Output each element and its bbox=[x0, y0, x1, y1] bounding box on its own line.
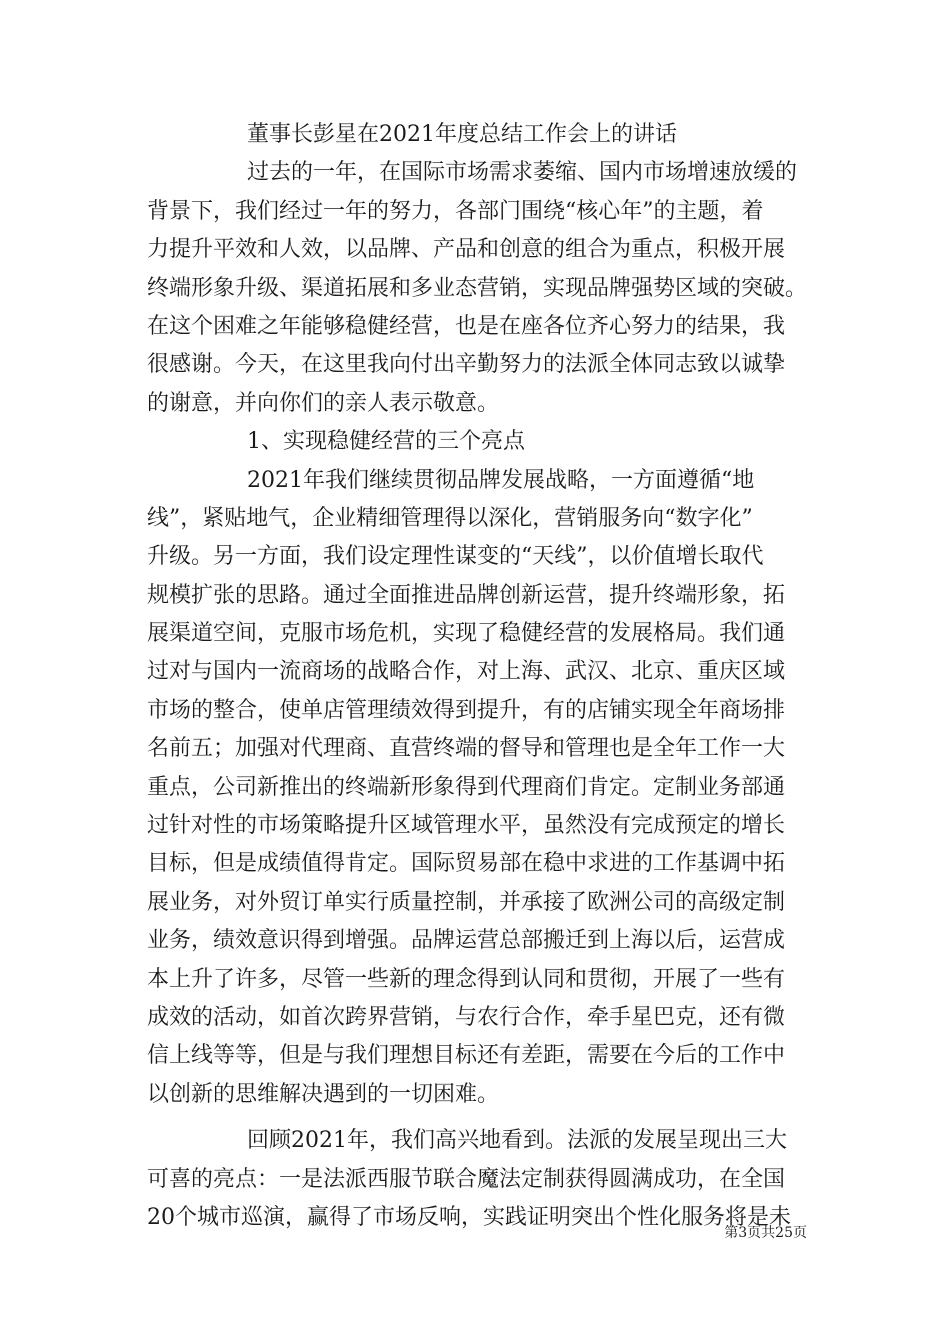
text-line: 过去的一年，在国际市场需求萎缩、国内市场增速放缓的 bbox=[247, 160, 798, 186]
text-line: 重点，公司新推出的终端新形象得到代理商们肯定。定制业务部通 bbox=[147, 774, 786, 800]
text-line: 终端形象升级、渠道拓展和多业态营销，实现品牌强势区域的突破。 bbox=[147, 275, 808, 301]
text-line: 规模扩张的思路。通过全面推进品牌创新运营，提升终端形象，拓 bbox=[147, 582, 786, 608]
paragraph-3 bbox=[147, 1122, 827, 1237]
text-line: 名前五；加强对代理商、直营终端的督导和管理也是全年工作一大 bbox=[147, 736, 786, 762]
text-line: 的谢意，并向你们的亲人表示敬意。 bbox=[147, 390, 500, 416]
text-line: 业务，绩效意识得到增强。品牌运营总部搬迁到上海以后，运营成 bbox=[147, 928, 786, 954]
text-line: 成效的活动，如首次跨界营销，与农行合作，牵手星巴克，还有微 bbox=[147, 1004, 786, 1030]
text-line: 线”，紧贴地气，企业精细管理得以深化，营销服务向“数字化” bbox=[147, 505, 753, 531]
text-line: 过针对性的市场策略提升区域管理水平，虽然没有完成预定的增长 bbox=[147, 813, 786, 839]
text-line: 过对与国内一流商场的战略合作，对上海、武汉、北京、重庆区域 bbox=[147, 659, 786, 685]
text-line: 展业务，对外贸订单实行质量控制，并承接了欧洲公司的高级定制 bbox=[147, 889, 786, 915]
page-number: 第3页共25页 bbox=[724, 1225, 807, 1241]
text-line: 市场的整合，使单店管理绩效得到提升，有的店铺实现全年商场排 bbox=[147, 697, 786, 723]
text-line: 本上升了许多，尽管一些新的理念得到认同和贯彻，开展了一些有 bbox=[147, 966, 786, 992]
text-line: 力提升平效和人效，以品牌、产品和创意的组合为重点，积极开展 bbox=[147, 237, 786, 263]
paragraph-2 bbox=[147, 462, 827, 1115]
text-line: 展渠道空间，克服市场危机，实现了稳健经营的发展格局。我们通 bbox=[147, 621, 786, 647]
document-body bbox=[147, 116, 827, 1237]
text-line: 可喜的亮点：一是法派西服节联合魔法定制获得圆满成功，在全国 bbox=[147, 1166, 786, 1192]
paragraph-1 bbox=[147, 154, 827, 423]
document-title: 董事长彭星在2021年度总结工作会上的讲话 bbox=[247, 122, 677, 147]
text-line: 20个城市巡演，赢得了市场反响，实践证明突出个性化服务将是未 bbox=[147, 1204, 791, 1230]
text-line: 2021年我们继续贯彻品牌发展战略，一方面遵循“地 bbox=[247, 467, 755, 493]
text-line: 升级。另一方面，我们设定理性谋变的“天线”，以价值增长取代 bbox=[147, 544, 764, 570]
text-line: 在这个困难之年能够稳健经营，也是在座各位齐心努力的结果，我 bbox=[147, 313, 786, 339]
text-line: 以创新的思维解决遇到的一切困难。 bbox=[147, 1081, 500, 1107]
section-heading: 1、实现稳健经营的三个亮点 bbox=[247, 429, 525, 455]
text-line: 信上线等等，但是与我们理想目标还有差距，需要在今后的工作中 bbox=[147, 1043, 786, 1069]
paragraph-spacing bbox=[147, 1114, 827, 1122]
text-line: 目标，但是成绩值得肯定。国际贸易部在稳中求进的工作基调中拓 bbox=[147, 851, 786, 877]
text-line: 回顾2021年，我们高兴地看到。法派的发展呈现出三大 bbox=[247, 1128, 787, 1154]
text-line: 很感谢。今天，在这里我向付出辛勤努力的法派全体同志致以诚挚 bbox=[147, 352, 786, 378]
text-line: 背景下，我们经过一年的努力，各部门围绕“核心年”的主题，着 bbox=[147, 198, 764, 224]
